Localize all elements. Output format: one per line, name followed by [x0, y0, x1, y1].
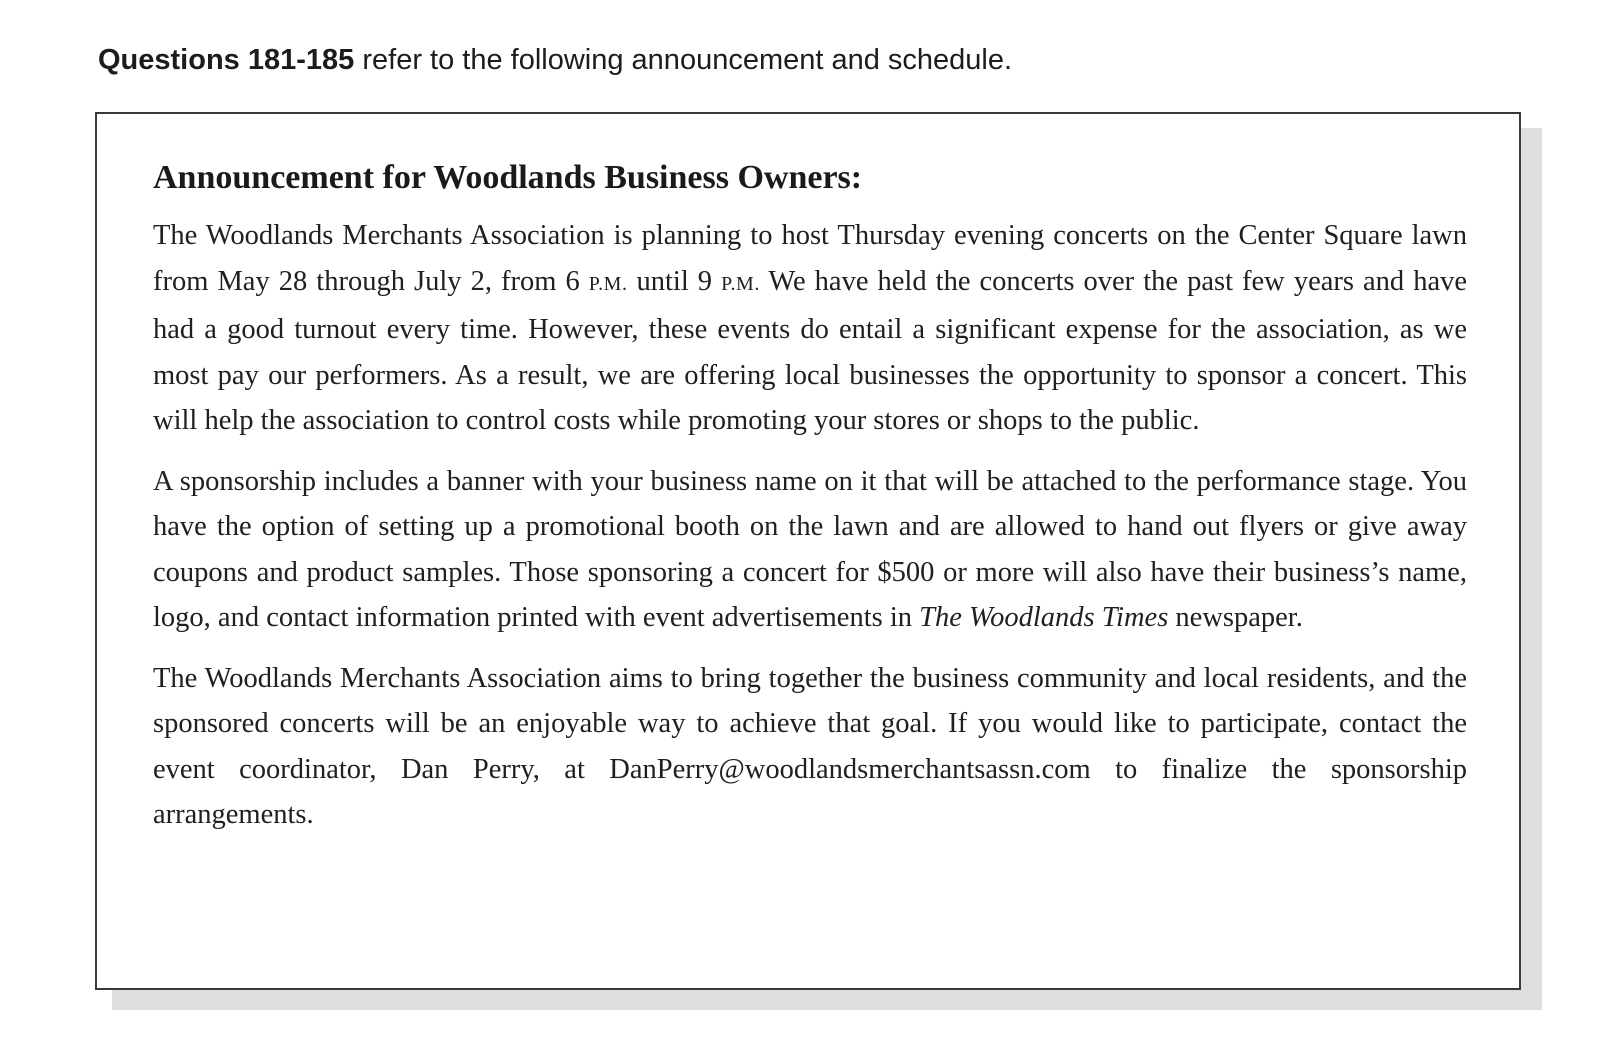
paragraph-sponsorship — [153, 459, 1467, 641]
question-range: Questions 181-185 — [98, 44, 355, 76]
time-pm-end: P.M. — [721, 272, 760, 295]
paragraph-contact: The Woodlands Merchants Association aims to bring together the business community and local residents, and the sponsored concerts will be an enjoyable way to achieve that goal. If you would like to participate, contact the event coordinator, Dan Perry, at DanPerry@woodlandsmerchantsassn.com to finalize the sponsorship arrangements. — [153, 662, 1467, 830]
paragraph-concerts-text-2: until 9 — [627, 265, 722, 297]
paragraph-concerts-text-3: We have held the concerts over the past few years and have had a good turnout every time. However, these events do entail a significant expense for the association, as we most pay our performers. As a result, we are offering local businesses the opportunity to sponsor a concert. This will help the association to control costs while promoting your stores or shops to the public. — [153, 265, 1467, 436]
paragraph-concerts-text-1: The Woodlands Merchants Association is planning to host Thursday evening concerts on the Center Square lawn from May 28 through July 2, from 6 — [153, 220, 1467, 297]
announcement-content — [153, 156, 1467, 853]
announcement-box — [95, 112, 1521, 990]
question-instructions — [98, 40, 1012, 80]
announcement-heading: Announcement for Woodlands Business Owners: — [153, 159, 863, 196]
paragraph-concerts — [153, 213, 1467, 444]
instructions-text: refer to the following announcement and schedule. — [354, 44, 1013, 76]
paragraph-sponsorship-text-1: A sponsorship includes a banner with your business name on it that will be attached to the performance stage. You have the option of setting up a promotional booth on the lawn and are allowed to hand out flyers or give away coupons and product samples. Those sponsoring a concert for $500 or more will also have their business’s name, logo, and contact information printed with event advertisements in — [153, 465, 1467, 633]
paragraph-sponsorship-text-2: newspaper. — [1168, 602, 1303, 633]
newspaper-title: The Woodlands Times — [919, 602, 1169, 633]
time-pm-start: P.M. — [588, 272, 628, 295]
